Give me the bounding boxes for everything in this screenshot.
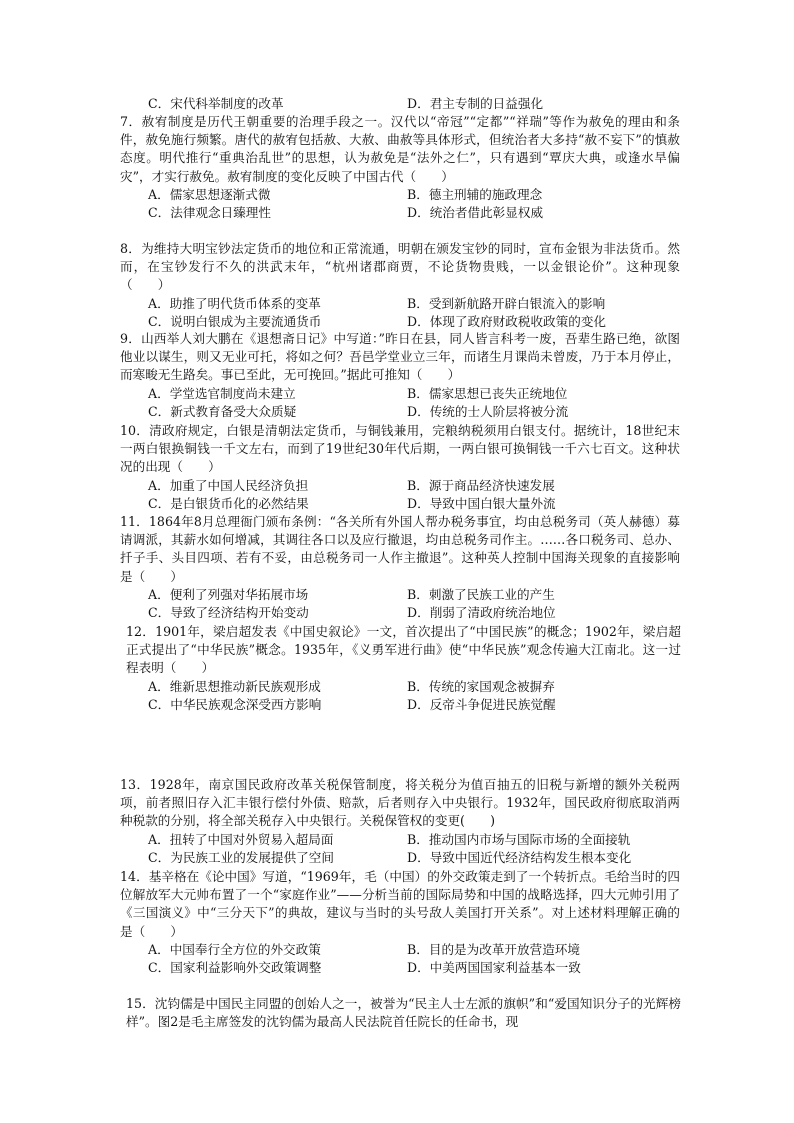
option-d: D．削弱了清政府统治地位 [407,605,556,621]
question-15-stem [126,995,681,1031]
question-number: 9． [120,331,142,346]
question-13-options [120,831,680,867]
question-text: 基辛格在《论中国》写道，“1969年，毛（中国）的外交政策走到了一个转折点。毛给当时的四位解放军大元帅布置了一个“家庭作业”——分析当前的国际局势和中国的战略选择，四大元帅引用了《三国演义》中“三分天下”的典故，建议与当时的头号敌人美国打开关系”。对上述材料理解正确的是（ ） [120,869,680,939]
question-11 [120,513,680,622]
question-text: 清政府规定，白银是清朝法定货币，与铜钱兼用，完粮纳税须用白银支付。据统计，18世纪末一两白银换铜钱一千文左右，而到了19世纪30年代后期，一两白银可换铜钱一千六七百文。这种状况的出现（ ） [120,423,680,475]
question-text: 1928年，南京国民政府改革关税保管制度，将关税分为值百抽五的旧税与新增的额外关税两项，前者照旧存入汇丰银行偿付外债、赔款，后者则存入中央银行。1932年，国民政府彻底取消两种税款的分别，将全部关税存入中央银行。关税保管权的变更( ) [120,777,680,829]
question-8 [120,240,680,331]
question-number: 10． [120,423,150,438]
option-c: C．导致了经济结构开始变动 [148,605,309,621]
option-d: D．中美两国国家利益基本一致 [407,960,581,976]
option-b: B．刺激了民族工业的产生 [407,586,555,602]
question-14 [120,868,680,977]
option-d: D．统治者借此彰显权威 [407,205,544,221]
question-text: 为维持大明宝钞法定货币的地位和正常流通，明朝在颁发宝钞的同时，宣布金银为非法货币。然而，在宝钞发行不久的洪武末年，“杭州诸郡商贾，不论货物贵贱，一以金银论价”。这种现象（ ） [120,241,680,293]
question-11-options [120,586,680,622]
question-8-options [120,295,680,331]
option-a: A．便利了列强对华拓展市场 [148,586,309,602]
option-a: A．维新思想推动新民族观形成 [148,678,321,694]
question-10-options [120,477,680,513]
question-12 [126,623,681,714]
q6-option-c: C．宋代科举制度的改革 [148,96,284,111]
question-number: 8． [120,241,142,256]
option-d: D．导致中国白银大量外流 [407,495,556,511]
question-7 [120,113,680,222]
option-b: B．儒家思想已丧失正统地位 [407,385,568,401]
question-12-stem [126,623,681,678]
question-8-stem [120,240,680,295]
option-c: C．新式教育备受大众质疑 [148,403,297,419]
question-14-stem [120,868,680,941]
question-7-options [120,186,680,222]
question-14-options [120,941,680,977]
option-a: A．儒家思想逐渐式微 [148,186,271,202]
question-number: 13． [120,777,150,792]
question-9-stem [120,330,680,385]
question-text: 山西举人刘大鹏在《退想斋日记》中写道：”昨日在县，同人皆言科考一废，吾辈生路已绝，欲图他业以谋生，则又无业可托，将如之何？吾邑学堂业立三年，而诸生月课尚未曾废，乃于本月停止，而寒畯无生路矣。事已至此，无可挽回。”据此可推知（ ） [120,331,680,383]
question-12-options [126,678,681,714]
option-a: A．学堂选官制度尚未建立 [148,385,296,401]
option-b: B．德主刑辅的施政理念 [407,186,543,202]
question-number: 7． [120,114,142,129]
q6-option-d: D．君主专制的日益强化 [407,96,544,111]
option-a: A．加重了中国人民经济负担 [148,477,309,493]
option-c: C．说明白银成为主要流通货币 [148,313,322,329]
question-13 [120,776,680,867]
option-c: C．为民族工业的发展提供了空间 [148,849,334,865]
option-d: D．反帝斗争促进民族觉醒 [407,696,556,712]
option-d: D．导致中国近代经济结构发生根本变化 [407,849,632,865]
option-a: A．中国奉行全方位的外交政策 [148,941,321,957]
question-text: 1864年8月总理衙门颁布条例：“各关所有外国人帮办税务事宜，均由总税务司（英人赫德）募请调派，其薪水如何增减，其调往各口以及应行撤退，均由总税务司作主。……各口税务司、总办、扦子手、头目四项、若有不妥，由总税务司一人作主撤退”。这种英人控制中国海关现象的直接影响是（ ） [120,514,680,584]
question-9 [120,330,680,421]
option-c: C．是白银货币化的必然结果 [148,495,309,511]
question-number: 12． [126,624,156,639]
option-a: A．扭转了中国对外贸易入超局面 [148,831,334,847]
question-9-options [120,385,680,421]
option-c: C．国家利益影响外交政策调整 [148,960,322,976]
option-b: B．目的是为改革开放营造环境 [407,941,580,957]
q6-options [120,95,680,113]
option-b: B．受到新航路开辟白银流入的影响 [407,295,606,311]
option-a: A．助推了明代货币体系的变革 [148,295,321,311]
option-b: B．源于商品经济快速发展 [407,477,555,493]
question-text: 沈钧儒是中国民主同盟的创始人之一，被誉为“民主人士左派的旗帜”和“爱国知识分子的光辉榜样”。图2是毛主席签发的沈钧儒为最高人民法院首任院长的任命书，现 [126,996,681,1030]
question-10 [120,422,680,513]
option-d: D．传统的士人阶层将被分流 [407,403,569,419]
question-number: 14． [120,869,149,884]
question-number: 11． [120,514,149,529]
option-c: C．中华民族观念深受西方影响 [148,696,322,712]
question-number: 15． [126,996,155,1011]
option-b: B．推动国内市场与国际市场的全面接轨 [407,831,631,847]
option-b: B．传统的家国观念被摒弃 [407,678,555,694]
question-7-stem [120,113,680,186]
option-d: D．体现了政府财政税收政策的变化 [407,313,607,329]
option-c: C．法律观念日臻理性 [148,205,271,221]
q6-options-block [120,95,680,113]
question-text: 赦宥制度是历代王朝重要的治理手段之一。汉代以“帝冠”“定都”“祥瑞”等作为赦免的理由和条件，赦免施行频繁。唐代的赦宥包括赦、大赦、曲赦等具体形式，但统治者大多持“赦不妄下”的慎赦态度。明代推行“重典治乱世”的思想，认为赦免是“法外之仁”，只有遇到“覃庆大典，或逢水旱偏灾”，才实行赦免。赦宥制度的变化反映了中国古代（ ） [120,114,680,184]
question-13-stem [120,776,680,831]
question-text: 1901年，梁启超发表《中国史叙论》一文，首次提出了“中国民族”的概念；1902年，梁启超正式提出了“中华民族”概念。1935年，《义勇军进行曲》使“中华民族”观念传遍大江南北。这一过程表明（ ） [126,624,681,676]
question-15 [126,995,681,1031]
question-11-stem [120,513,680,586]
question-10-stem [120,422,680,477]
